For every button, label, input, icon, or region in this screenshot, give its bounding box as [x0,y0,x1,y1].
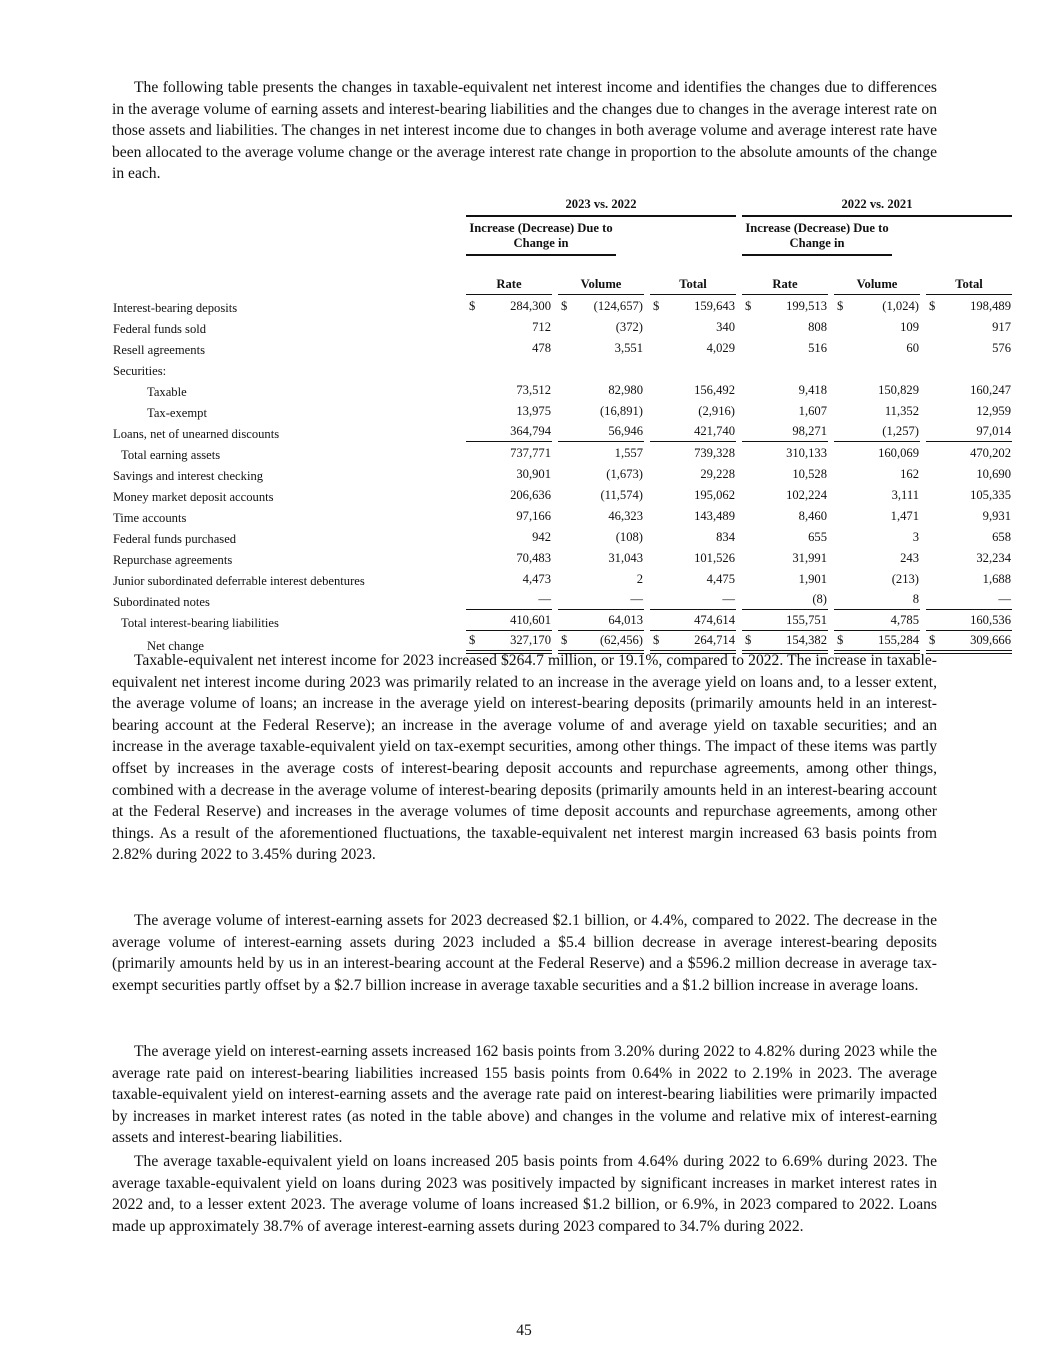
sub-header: Increase (Decrease) Due to Change in [742,217,892,256]
cell-value: 105,335 [970,488,1011,502]
period-header: 2022 vs. 2021 [742,197,1012,217]
cell-value: 3,111 [891,488,919,502]
cell-value: 150,829 [878,383,919,397]
cell-value: 154,382 [786,633,827,647]
cell-value: 102,224 [786,488,827,502]
cell-value: 1,471 [890,509,919,523]
currency-symbol: $ [561,299,568,313]
cell-value: 834 [716,530,735,544]
currency-symbol: $ [745,299,752,313]
cell-value: (1,024) [882,299,919,313]
cell-value: 31,991 [792,551,827,565]
currency-symbol: $ [929,299,936,313]
cell-value: 30,901 [516,467,551,481]
cell-value: 198,489 [970,299,1011,313]
page-number: 45 [516,1322,532,1339]
cell-value: 4,475 [706,572,735,586]
currency-symbol: $ [837,299,844,313]
cell-value: 160,247 [970,383,1011,397]
cell-value: 310,133 [786,446,827,460]
cell-value: (8) [812,592,827,606]
cell-value: 143,489 [694,509,735,523]
table-row [113,421,1012,442]
cell-value: (62,456) [599,633,643,647]
paragraph-net-interest-income: Taxable-equivalent net interest income for 2023 increased $264.7 million, or 19.1%, compared to 2022. The increase in taxable-equivalent net interest income during 2023 was primarily related to an increase in the average yield on loans and, to a lesser extent, the average volume of loans; an increase in the average yield on interest-bearing deposits (primarily amounts held in an interest-bearing account at the Federal Reserve); an increase in the average volume of and average yield on taxable securities; and an increase in the average taxable-equivalent yield on tax-exempt securities, among other things. The impact of these items was partly offset by increases in the average costs of interest-bearing deposit accounts and repurchase agreements, among other things, combined with a decrease in the average volume of interest-bearing deposits (primarily amounts held in an interest-bearing account at the Federal Reserve) and increases in the average volumes of time deposit accounts and repurchase agreements, among other things. As a result of the aforementioned fluctuations, the taxable-equivalent net interest margin increased 63 basis points from 2.82% during 2022 to 3.45% during 2023. [112,652,937,864]
period-header: 2023 vs. 2022 [466,197,736,217]
cell-value: 46,323 [608,509,643,523]
currency-symbol: $ [653,633,660,647]
cell-value: 9,931 [982,509,1011,523]
cell-value: 97,166 [516,509,551,523]
cell-value: 474,614 [694,613,735,627]
column-header-row [113,274,1012,295]
period-header-row [113,196,1012,217]
row-label: Subordinated notes [113,595,210,609]
cell-value: 195,062 [694,488,735,502]
row-label: Total earning assets [121,448,221,462]
cell-value: 82,980 [608,383,643,397]
table-row [113,610,1012,631]
table-row [113,568,1012,589]
column-header: Total [650,275,736,295]
cell-value: 4,029 [706,341,735,355]
cell-value: 155,284 [878,633,919,647]
cell-value: — [630,592,643,606]
cell-value: 8 [912,592,919,606]
sub-header-row [113,217,1012,256]
table-row [113,379,1012,400]
cell-value: (372) [615,320,643,334]
table-row [113,295,1012,316]
paragraph-earning-assets-volume: The average volume of interest-earning assets for 2023 decreased $2.1 billion, or 4.4%, compared to 2022. The decrease in the average volume of interest-earning assets during 2023 included a $5.4 billion decrease in average interest-bearing deposits (primarily amounts held by us in an interest-bearing account at the Federal Reserve) and a $596.2 million decrease in average tax-exempt securities partly offset by a $2.7 billion increase in average taxable securities and a $1.2 billion increase in average loans. [112,912,937,994]
currency-symbol: $ [929,633,936,647]
cell-value: 264,714 [694,633,735,647]
row-label: Money market deposit accounts [113,490,274,504]
cell-value: 737,771 [510,446,551,460]
column-header: Rate [742,275,828,295]
cell-value: 12,959 [976,404,1011,418]
cell-value: 10,690 [976,467,1011,481]
row-label: Resell agreements [113,343,205,357]
cell-value: 32,234 [976,551,1011,565]
cell-value: 410,601 [510,613,551,627]
cell-value: 421,740 [694,424,735,438]
row-label: Total interest-bearing liabilities [121,616,279,630]
cell-value: 98,271 [792,424,827,438]
cell-value: 243 [900,551,919,565]
table-row [113,358,1012,379]
cell-value: 917 [992,320,1011,334]
paragraph-average-yield: The average yield on interest-earning assets increased 162 basis points from 3.20% during 2022 to 4.82% during 2023 while the average rate paid on interest-bearing liabilities increased 155 basis points from 0.64% in 2022 to 2.19% in 2023. The average taxable-equivalent yield on interest-earning assets and the average rate paid on interest-bearing liabilities were primarily impacted by increases in market interest rates (as noted in the table above) and changes in the volume and relative mix of interest-earning assets and interest-bearing liabilities. [112,1043,937,1147]
cell-value: 155,751 [786,613,827,627]
cell-value: (124,657) [593,299,643,313]
cell-value: 159,643 [694,299,735,313]
cell-value: 60 [906,341,919,355]
cell-value: 70,483 [516,551,551,565]
currency-symbol: $ [469,633,476,647]
cell-value: 1,688 [982,572,1011,586]
table-row [113,484,1012,505]
cell-value: 658 [992,530,1011,544]
cell-value: 162 [900,467,919,481]
row-label: Tax-exempt [147,406,207,420]
row-label: Securities: [113,364,167,378]
cell-value: 942 [532,530,551,544]
cell-value: 739,328 [694,446,735,460]
row-label: Repurchase agreements [113,553,233,567]
cell-value: 4,785 [890,613,919,627]
paragraph-loan-yield: The average taxable-equivalent yield on loans increased 205 basis points from 4.64% during 2022 to 6.69% during 2023. The average taxable-equivalent yield on loans during 2023 was positively impacted by significant increases in market interest rates in 2022 and, to a lesser extent 2023. The average volume of loans increased $1.2 billion, or 6.9%, in 2023 compared to 2022. Loans made up approximately 38.7% of average interest-earning assets during 2023 compared to 34.7% during 2022. [112,1153,937,1235]
currency-symbol: $ [837,633,844,647]
table-row [113,547,1012,568]
cell-value: (11,574) [600,488,643,502]
cell-value: 29,228 [700,467,735,481]
table-row [113,400,1012,421]
cell-value: 284,300 [510,299,551,313]
table-row [113,442,1012,463]
cell-value: 309,666 [970,633,1011,647]
cell-value: 31,043 [608,551,643,565]
row-label: Interest-bearing deposits [113,301,238,315]
currency-symbol: $ [469,299,476,313]
cell-value: 470,202 [970,446,1011,460]
row-label: Federal funds purchased [113,532,237,546]
cell-value: 9,418 [798,383,827,397]
table-row [113,526,1012,547]
cell-value: 73,512 [516,383,551,397]
column-header: Rate [466,275,552,295]
sub-header: Increase (Decrease) Due to Change in [466,217,616,256]
row-label: Loans, net of unearned discounts [113,427,280,441]
cell-value: 10,528 [792,467,827,481]
rate-volume-table [113,196,1012,654]
cell-value: 1,607 [798,404,827,418]
cell-value: 97,014 [976,424,1011,438]
cell-value: 11,352 [884,404,919,418]
cell-value: 3,551 [614,341,643,355]
row-label: Net change [147,639,204,653]
currency-symbol: $ [561,633,568,647]
cell-value: (108) [615,530,643,544]
intro-paragraph: The following table presents the changes in taxable-equivalent net interest income and identifies the changes due to differences in the average volume of earning assets and interest-bearing liabilities and the changes due to changes in the average interest rate on those assets and liabilities. The changes in net interest income due to changes in both average volume and average interest rate have been allocated to the average volume change or the average interest rate change in proportion to the absolute amounts of the change in each. [112,79,937,183]
cell-value: 4,473 [522,572,551,586]
cell-value: 364,794 [510,424,551,438]
row-label: Federal funds sold [113,322,207,336]
cell-value: 56,946 [608,424,643,438]
cell-value: 712 [532,320,551,334]
cell-value: (2,916) [698,404,735,418]
cell-value: — [998,592,1011,606]
cell-value: — [722,592,735,606]
cell-value: 160,069 [878,446,919,460]
cell-value: (16,891) [599,404,643,418]
cell-value: 101,526 [694,551,735,565]
cell-value: 64,013 [608,613,643,627]
column-header: Volume [834,275,920,295]
cell-value: 1,557 [614,446,643,460]
table-row [113,505,1012,526]
cell-value: 160,536 [970,613,1011,627]
row-label: Savings and interest checking [113,469,264,483]
cell-value: 109 [900,320,919,334]
row-label: Time accounts [113,511,187,525]
spacer-row [113,256,1012,274]
cell-value: 156,492 [694,383,735,397]
currency-symbol: $ [745,633,752,647]
cell-value: 655 [808,530,827,544]
cell-value: 8,460 [798,509,827,523]
table-row [113,316,1012,337]
column-header: Total [926,275,1012,295]
cell-value: 340 [716,320,735,334]
cell-value: (1,673) [606,467,643,481]
column-header: Volume [558,275,644,295]
cell-value: 327,170 [510,633,551,647]
cell-value: 576 [992,341,1011,355]
cell-value: 2 [636,572,643,586]
table-row [113,589,1012,610]
row-label: Taxable [147,385,187,399]
cell-value: 13,975 [516,404,551,418]
cell-value: 199,513 [786,299,827,313]
row-label: Junior subordinated deferrable interest debentures [113,574,365,588]
cell-value: (1,257) [882,424,919,438]
table-row [113,463,1012,484]
cell-value: 478 [532,341,551,355]
cell-value: 808 [808,320,827,334]
cell-value: 3 [912,530,919,544]
table-row [113,337,1012,358]
cell-value: — [538,592,551,606]
cell-value: (213) [891,572,919,586]
cell-value: 516 [808,341,827,355]
cell-value: 206,636 [510,488,551,502]
cell-value: 1,901 [798,572,827,586]
currency-symbol: $ [653,299,660,313]
